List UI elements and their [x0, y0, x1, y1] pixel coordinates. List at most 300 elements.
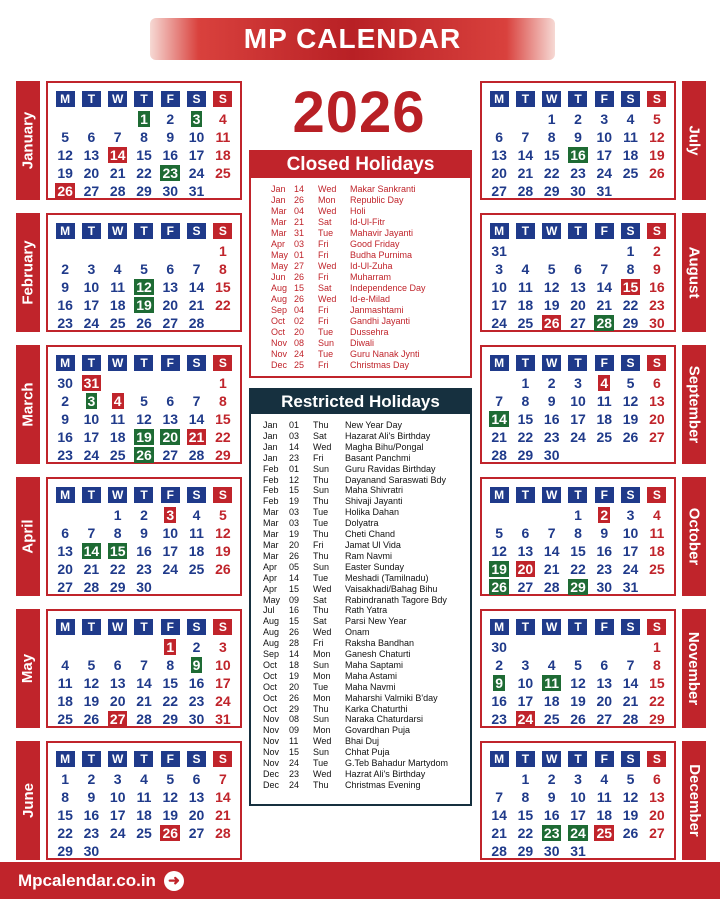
- day-cell: [565, 560, 591, 578]
- holiday-day: 15: [289, 485, 300, 496]
- day-cell: [157, 692, 183, 710]
- day-cell: [512, 146, 538, 164]
- day-cell: [539, 692, 565, 710]
- day-number: 25: [596, 825, 613, 841]
- day-cell: [52, 242, 78, 260]
- holiday-day: 04: [294, 206, 305, 216]
- closed-holiday-row: [251, 349, 470, 360]
- day-number: 12: [543, 279, 560, 295]
- holiday-month: Apr: [263, 561, 278, 572]
- day-cell: [512, 374, 538, 392]
- weekday-label: M: [56, 91, 75, 107]
- day-cell: [157, 578, 183, 596]
- day-number: 22: [215, 429, 231, 445]
- day-number: 7: [218, 771, 227, 787]
- day-cell: [617, 260, 643, 278]
- day-number: 16: [543, 807, 560, 823]
- day-number: 15: [162, 675, 179, 691]
- day-number: 14: [215, 789, 231, 805]
- day-number: 18: [57, 693, 73, 709]
- day-cell: [157, 242, 183, 260]
- day-number: 8: [521, 789, 530, 805]
- day-number: 7: [600, 261, 609, 277]
- month-grid-box: [480, 213, 676, 332]
- day-cell: [591, 446, 617, 464]
- holiday-month: Mar: [263, 518, 279, 529]
- month-grid-box: [46, 213, 242, 332]
- weekday-label: F: [595, 91, 614, 107]
- day-cell: [486, 842, 512, 860]
- day-cell: [131, 146, 157, 164]
- day-cell: [183, 638, 209, 656]
- day-cell: [52, 146, 78, 164]
- weekday-label: S: [621, 619, 640, 635]
- day-number: 1: [521, 771, 530, 787]
- month-grid-box: [46, 609, 242, 728]
- day-number: 13: [649, 789, 665, 805]
- day-grid: [486, 110, 670, 200]
- restricted-holiday-row: [251, 529, 470, 540]
- day-cell: [131, 524, 157, 542]
- holiday-weekday: Wed: [318, 294, 337, 304]
- day-cell: [105, 542, 131, 560]
- holiday-day: 23: [289, 452, 300, 463]
- day-cell: [183, 578, 209, 596]
- day-cell: [183, 842, 209, 860]
- day-cell: [486, 314, 512, 332]
- page-title: MP CALENDAR: [150, 18, 555, 60]
- day-cell: [617, 446, 643, 464]
- day-cell: [591, 314, 617, 332]
- day-cell: [644, 164, 670, 182]
- day-cell: [157, 410, 183, 428]
- weekday-label: M: [56, 619, 75, 635]
- day-number: 7: [495, 789, 504, 805]
- day-cell: [131, 392, 157, 410]
- day-cell: [105, 428, 131, 446]
- holiday-name: Rabindranath Tagore Bdy: [345, 594, 447, 605]
- holiday-day: 14: [289, 649, 300, 660]
- day-cell: [591, 242, 617, 260]
- day-cell: [539, 674, 565, 692]
- day-cell: [157, 374, 183, 392]
- day-cell: [210, 788, 236, 806]
- footer-bar: [0, 862, 720, 899]
- day-number: 14: [517, 147, 534, 163]
- day-cell: [131, 260, 157, 278]
- day-cell: [617, 146, 643, 164]
- holiday-day: 02: [294, 316, 305, 326]
- day-cell: [591, 260, 617, 278]
- day-number: 9: [192, 657, 201, 673]
- weekday-label: W: [542, 619, 561, 635]
- day-number: 3: [113, 771, 122, 787]
- weekday-label: T: [516, 355, 535, 371]
- closed-holiday-row: [251, 316, 470, 327]
- day-number: 4: [140, 771, 148, 787]
- day-cell: [52, 260, 78, 278]
- day-cell: [131, 770, 157, 788]
- day-cell: [78, 524, 104, 542]
- day-cell: [78, 578, 104, 596]
- weekday-label: M: [490, 619, 509, 635]
- day-cell: [539, 446, 565, 464]
- weekday-label: T: [134, 223, 153, 239]
- day-cell: [78, 392, 104, 410]
- day-number: 9: [495, 675, 504, 691]
- day-cell: [78, 560, 104, 578]
- day-cell: [78, 446, 104, 464]
- day-cell: [131, 674, 157, 692]
- day-cell: [512, 506, 538, 524]
- day-number: 26: [649, 165, 665, 181]
- day-number: 1: [113, 507, 122, 523]
- day-grid: [52, 242, 236, 332]
- day-cell: [157, 674, 183, 692]
- day-cell: [157, 446, 183, 464]
- day-number: 25: [215, 165, 231, 181]
- day-number: 5: [495, 525, 504, 541]
- day-cell: [131, 278, 157, 296]
- day-cell: [131, 410, 157, 428]
- weekday-label: T: [134, 487, 153, 503]
- holiday-month: Apr: [263, 583, 278, 594]
- weekday-label: T: [134, 91, 153, 107]
- day-number: 21: [596, 297, 613, 313]
- day-cell: [617, 806, 643, 824]
- day-grid: [486, 770, 670, 860]
- day-number: 27: [517, 579, 534, 595]
- holiday-month: Jan: [263, 452, 278, 463]
- day-grid: [52, 638, 236, 728]
- day-number: 4: [61, 657, 70, 673]
- day-cell: [52, 410, 78, 428]
- weekday-label: M: [490, 355, 509, 371]
- day-number: 21: [188, 297, 205, 313]
- holiday-name: Dolyatra: [345, 518, 379, 529]
- holiday-day: 01: [289, 420, 300, 430]
- holiday-month: Jan: [271, 184, 286, 194]
- month-grid-box: [480, 609, 676, 728]
- day-cell: [591, 542, 617, 560]
- day-number: 28: [543, 579, 560, 595]
- weekday-label: W: [108, 619, 127, 635]
- closed-holiday-row: [251, 360, 470, 371]
- day-cell: [131, 824, 157, 842]
- holiday-month: Dec: [271, 360, 288, 370]
- day-number: 12: [215, 525, 231, 541]
- day-number: 6: [495, 129, 504, 145]
- day-cell: [486, 560, 512, 578]
- holiday-name: Onam: [345, 627, 370, 638]
- day-cell: [105, 806, 131, 824]
- holiday-name: Id-Ul-Fitr: [350, 217, 385, 227]
- holiday-weekday: Fri: [318, 316, 329, 326]
- day-number: 14: [622, 675, 639, 691]
- day-number: 12: [622, 393, 639, 409]
- day-number: 19: [215, 543, 231, 559]
- day-grid: [486, 506, 670, 596]
- day-cell: [617, 314, 643, 332]
- day-cell: [131, 110, 157, 128]
- holiday-day: 14: [294, 184, 305, 194]
- holiday-day: 31: [294, 228, 305, 238]
- day-number: 13: [188, 789, 205, 805]
- day-number: 22: [517, 429, 534, 445]
- holiday-weekday: Sat: [318, 217, 332, 227]
- day-cell: [591, 692, 617, 710]
- day-cell: [486, 770, 512, 788]
- day-number: 5: [166, 771, 175, 787]
- day-number: 5: [626, 375, 635, 391]
- day-cell: [105, 674, 131, 692]
- day-number: 26: [570, 711, 586, 727]
- day-number: 6: [652, 375, 661, 391]
- holiday-day: 18: [289, 659, 300, 670]
- day-number: 17: [162, 543, 179, 559]
- weekday-header: [486, 751, 670, 767]
- day-number: 8: [652, 657, 661, 673]
- day-cell: [52, 110, 78, 128]
- day-number: 11: [623, 129, 638, 145]
- day-number: 15: [109, 543, 126, 559]
- day-cell: [565, 446, 591, 464]
- weekday-label: T: [516, 91, 535, 107]
- day-number: 27: [596, 711, 613, 727]
- day-cell: [210, 506, 236, 524]
- weekday-label: T: [516, 223, 535, 239]
- day-number: 24: [188, 165, 205, 181]
- day-number: 7: [192, 393, 201, 409]
- day-number: 10: [517, 675, 534, 691]
- day-cell: [210, 392, 236, 410]
- weekday-label: W: [108, 91, 127, 107]
- weekday-label: S: [621, 487, 640, 503]
- day-cell: [617, 182, 643, 200]
- day-number: 11: [57, 675, 73, 691]
- day-number: 20: [162, 429, 179, 445]
- weekday-label: F: [161, 619, 180, 635]
- day-number: 28: [491, 843, 507, 859]
- day-number: 7: [495, 393, 504, 409]
- day-cell: [539, 842, 565, 860]
- holiday-weekday: Wed: [313, 583, 332, 594]
- holiday-weekday: Mon: [313, 670, 331, 681]
- holiday-weekday: Sat: [313, 594, 327, 605]
- day-number: 10: [596, 129, 613, 145]
- day-number: 2: [495, 657, 504, 673]
- day-number: 15: [215, 279, 231, 295]
- weekday-label: S: [213, 619, 232, 635]
- day-cell: [512, 638, 538, 656]
- day-cell: [157, 128, 183, 146]
- day-cell: [591, 278, 617, 296]
- weekday-label: F: [161, 223, 180, 239]
- closed-holiday-row: [251, 338, 470, 349]
- day-cell: [591, 374, 617, 392]
- day-number: 3: [87, 261, 96, 277]
- day-cell: [644, 638, 670, 656]
- day-cell: [52, 806, 78, 824]
- day-number: 22: [215, 297, 231, 313]
- day-cell: [105, 578, 131, 596]
- weekday-label: T: [82, 223, 101, 239]
- holiday-day: 19: [289, 529, 300, 540]
- holiday-name: Id-e-Milad: [350, 294, 391, 304]
- day-number: 11: [649, 525, 665, 541]
- website-link[interactable]: Mpcalendar.co.in: [18, 870, 156, 890]
- day-number: 12: [491, 543, 507, 559]
- day-cell: [617, 788, 643, 806]
- day-cell: [565, 506, 591, 524]
- day-cell: [78, 656, 104, 674]
- weekday-label: T: [134, 751, 153, 767]
- day-number: 23: [570, 165, 586, 181]
- day-number: 16: [491, 693, 507, 709]
- day-cell: [210, 638, 236, 656]
- day-number: 16: [543, 411, 560, 427]
- weekday-header: [52, 223, 236, 239]
- day-number: 17: [517, 693, 534, 709]
- holiday-name: Christmas Day: [350, 360, 410, 370]
- day-cell: [210, 260, 236, 278]
- restricted-holidays-list: [251, 414, 470, 791]
- day-number: 27: [649, 429, 665, 445]
- holiday-month: Mar: [263, 539, 279, 550]
- day-number: 2: [87, 771, 96, 787]
- day-number: 10: [491, 279, 507, 295]
- weekday-label: S: [621, 223, 640, 239]
- day-number: 17: [570, 807, 586, 823]
- day-cell: [512, 788, 538, 806]
- day-number: 18: [517, 297, 534, 313]
- day-cell: [617, 110, 643, 128]
- day-number: 26: [57, 183, 73, 199]
- day-number: 10: [83, 279, 100, 295]
- day-number: 24: [596, 165, 613, 181]
- holiday-weekday: Fri: [318, 305, 329, 315]
- day-cell: [512, 656, 538, 674]
- weekday-label: M: [56, 751, 75, 767]
- day-cell: [105, 638, 131, 656]
- holiday-weekday: Sun: [313, 485, 330, 496]
- weekday-label: T: [516, 751, 535, 767]
- day-cell: [539, 788, 565, 806]
- closed-holiday-row: [251, 250, 470, 261]
- day-number: 22: [57, 825, 73, 841]
- day-cell: [512, 314, 538, 332]
- day-number: 14: [596, 279, 613, 295]
- holiday-day: 23: [289, 769, 300, 779]
- day-number: 14: [491, 807, 507, 823]
- weekday-label: F: [595, 223, 614, 239]
- day-cell: [52, 392, 78, 410]
- day-number: 13: [83, 147, 100, 163]
- day-number: 13: [596, 675, 613, 691]
- day-cell: [105, 164, 131, 182]
- day-number: 24: [491, 315, 507, 331]
- day-cell: [183, 296, 209, 314]
- day-cell: [617, 506, 643, 524]
- holiday-month: Apr: [271, 239, 286, 249]
- day-cell: [105, 446, 131, 464]
- day-cell: [486, 278, 512, 296]
- day-number: 27: [109, 711, 126, 727]
- day-cell: [105, 524, 131, 542]
- holiday-month: Jun: [271, 272, 286, 282]
- day-number: 17: [83, 429, 100, 445]
- day-number: 7: [547, 525, 556, 541]
- day-cell: [591, 656, 617, 674]
- day-number: 4: [521, 261, 530, 277]
- closed-holiday-row: [251, 327, 470, 338]
- day-number: 2: [652, 243, 661, 259]
- day-number: 26: [162, 825, 179, 841]
- day-number: 2: [61, 261, 70, 277]
- restricted-holiday-row: [251, 540, 470, 551]
- month-name: August: [685, 246, 703, 299]
- day-number: 2: [574, 111, 582, 127]
- holiday-weekday: Wed: [318, 184, 337, 194]
- day-cell: [486, 182, 512, 200]
- day-cell: [210, 410, 236, 428]
- day-cell: [644, 242, 670, 260]
- weekday-label: T: [134, 619, 153, 635]
- day-cell: [486, 524, 512, 542]
- day-cell: [52, 128, 78, 146]
- day-cell: [617, 638, 643, 656]
- day-number: 18: [543, 693, 560, 709]
- day-number: 20: [162, 297, 179, 313]
- day-cell: [105, 314, 131, 332]
- day-number: 1: [521, 375, 530, 391]
- holiday-day: 27: [294, 261, 305, 271]
- day-cell: [565, 824, 591, 842]
- day-number: 13: [162, 279, 179, 295]
- closed-holidays-title: Closed Holidays: [251, 152, 470, 178]
- restricted-holiday-row: [251, 616, 470, 627]
- day-number: 30: [162, 183, 179, 199]
- holiday-day: 24: [294, 349, 305, 359]
- holiday-weekday: Sat: [313, 430, 327, 441]
- day-cell: [210, 692, 236, 710]
- day-cell: [183, 560, 209, 578]
- holiday-weekday: Mon: [318, 195, 336, 205]
- holiday-weekday: Tue: [318, 228, 334, 238]
- day-cell: [78, 842, 104, 860]
- day-number: 28: [136, 711, 152, 727]
- weekday-label: S: [213, 355, 232, 371]
- holiday-day: 05: [289, 561, 300, 572]
- day-number: 16: [136, 543, 152, 559]
- day-cell: [565, 260, 591, 278]
- arrow-right-icon[interactable]: ➜: [164, 871, 184, 891]
- day-number: 23: [543, 429, 560, 445]
- day-number: 1: [218, 375, 227, 391]
- day-cell: [131, 710, 157, 728]
- weekday-label: M: [56, 223, 75, 239]
- restricted-holiday-row: [251, 573, 470, 584]
- day-cell: [52, 374, 78, 392]
- day-number: 22: [543, 165, 560, 181]
- day-number: 11: [110, 279, 126, 295]
- day-cell: [565, 578, 591, 596]
- day-cell: [210, 446, 236, 464]
- month-label-tab: [682, 477, 706, 596]
- closed-holiday-row: [251, 283, 470, 294]
- day-number: 28: [215, 825, 231, 841]
- day-number: 14: [543, 543, 560, 559]
